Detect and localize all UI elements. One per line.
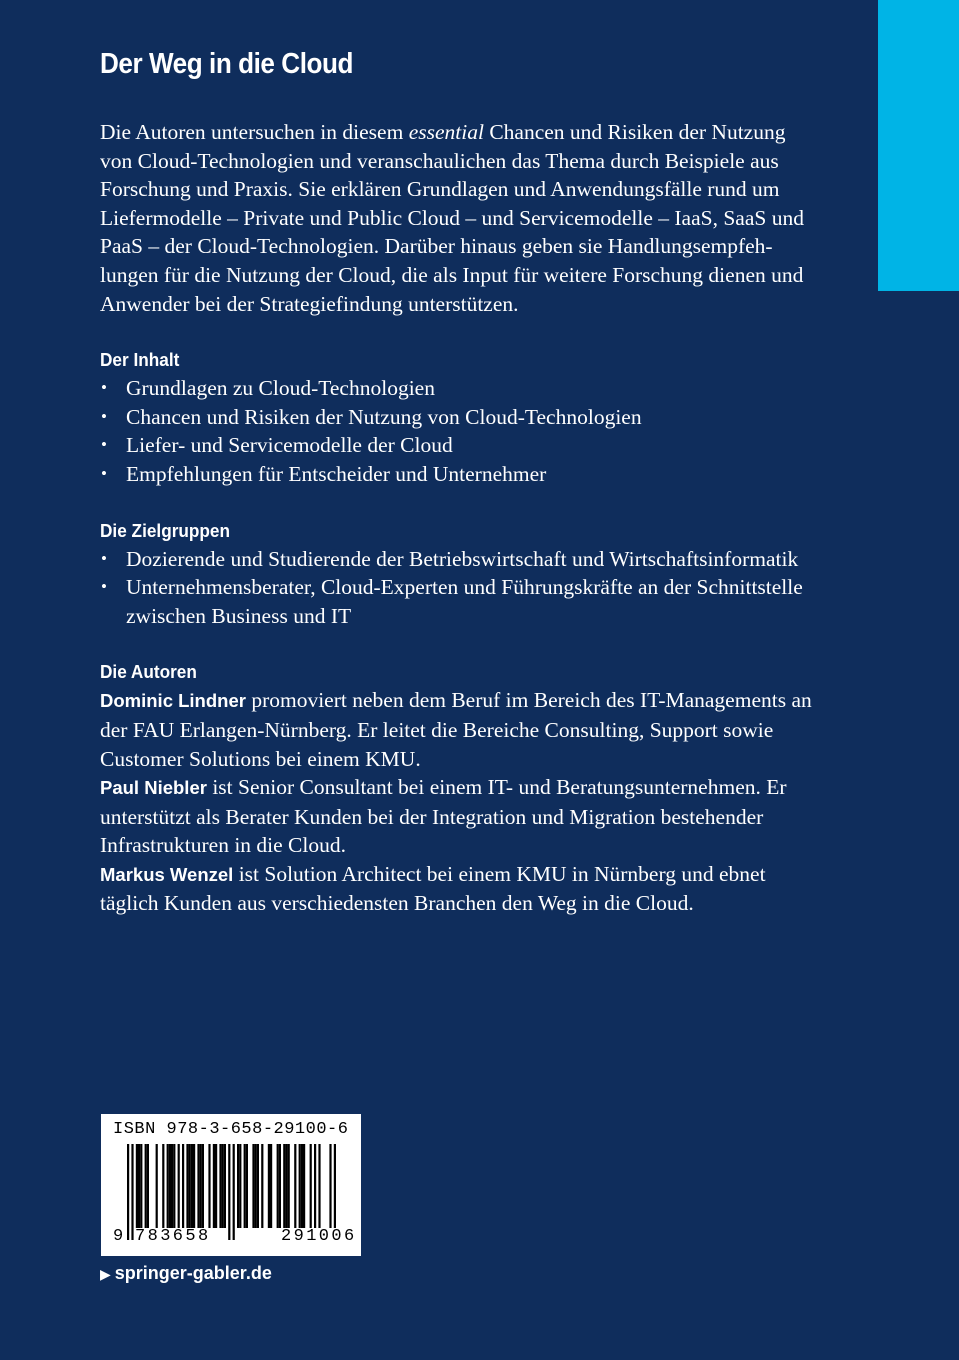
barcode-bar [224, 1144, 226, 1228]
ean-right-digits: 291006 [281, 1227, 357, 1246]
barcode-bar [173, 1144, 175, 1228]
barcode-bar [202, 1144, 204, 1228]
zielgruppen-list [100, 545, 818, 631]
barcode-bar [208, 1144, 210, 1228]
list-item: • Empfehlungen für Entscheider und Unternehmer [100, 460, 818, 489]
barcode-bar [285, 1144, 287, 1228]
book-title: Der Weg in die Cloud [100, 48, 353, 80]
barcode-bar [197, 1144, 199, 1228]
barcode-bar [283, 1144, 285, 1228]
back-cover-content [100, 44, 818, 918]
barcode-bar [288, 1144, 290, 1228]
autoren-heading: Die Autoren [100, 661, 197, 683]
barcode-bar [156, 1144, 158, 1228]
intro-part1: Die Autoren untersuchen in diesem [100, 120, 409, 144]
barcode-bar [200, 1144, 202, 1228]
arrow-right-icon: ▶ [100, 1266, 111, 1282]
barcode-bar [261, 1144, 263, 1228]
barcode-bar [270, 1144, 272, 1228]
barcode-bar [219, 1144, 221, 1228]
author-bio: promoviert neben dem Beruf im Bereich des IT-Managements an der FAU Erlangen-Nürnberg. Er leitet die Bereiche Consulting, Support sowie Customer Solutions bei einem KMU. [100, 688, 812, 771]
list-item: • Chancen und Risiken der Nutzung von Cloud-Technologien [100, 403, 818, 432]
barcode-bar [193, 1144, 195, 1228]
intro-part2: Chancen und Risiken der Nutzung von Cloud-Technologien und veranschaulichen das Thema durch Beispiele aus Forschung und Praxis. Sie erklären Grundlagen und Anwendungsfälle rund um Liefermodelle – Private und Public Cloud – und Servicemodelle – IaaS, SaaS und PaaS – der Cloud-Technologien. Darüber hinaus geben sie Handlungsempfeh-lungen für die Nutzung der Cloud, die als Input für weitere Forschung dienen und Anwender bei der Strategiefindung unterstützen. [100, 120, 804, 316]
isbn-label: ISBN 978-3-658-29100-6 [113, 1120, 349, 1139]
barcode-bar [228, 1144, 230, 1240]
list-item: • Grundlagen zu Cloud-Technologien [100, 374, 818, 403]
barcode-bar [233, 1144, 235, 1240]
barcode-bar [136, 1144, 138, 1228]
barcode-bar [186, 1144, 188, 1228]
author-bio: ist Senior Consultant bei einem IT- und Beratungsunternehmen. Er unterstützt als Berater Kunden bei der Integration und Migration bestehender Infrastrukturen in die Cloud. [100, 775, 787, 858]
author-name: Paul Niebler [100, 777, 207, 799]
barcode-bar [167, 1144, 169, 1228]
barcode-bar [310, 1144, 312, 1228]
barcode-bar [277, 1144, 279, 1228]
barcode-bar [246, 1144, 248, 1228]
barcode-bar [215, 1144, 217, 1228]
author-name: Dominic Lindner [100, 690, 246, 712]
barcode-bar [329, 1144, 331, 1240]
intro-paragraph [100, 118, 818, 318]
barcode-bar [268, 1144, 270, 1228]
barcode-bar [237, 1144, 239, 1228]
website-text: springer-gabler.de [114, 1263, 272, 1283]
ean-left-digits: 783658 [135, 1227, 211, 1246]
zielgruppen-heading: Die Zielgruppen [100, 519, 231, 541]
barcode-bar [189, 1144, 191, 1228]
isbn-barcode [101, 1114, 361, 1256]
barcode-bar [279, 1144, 281, 1228]
barcode-bar [303, 1144, 305, 1228]
barcode-bar [191, 1144, 193, 1228]
barcode-bar [131, 1144, 133, 1240]
barcode-bar [182, 1144, 184, 1228]
barcode-bar [145, 1144, 147, 1228]
author-name: Markus Wenzel [100, 863, 234, 885]
inhalt-heading: Der Inhalt [100, 349, 180, 371]
barcode-bar [301, 1144, 303, 1228]
inhalt-list [100, 374, 818, 488]
barcode-bar [318, 1144, 320, 1228]
barcode-bar [252, 1144, 254, 1228]
author-entry [100, 860, 818, 918]
barcode-bar [162, 1144, 164, 1228]
barcode-bar [239, 1144, 241, 1228]
barcode-bar [127, 1144, 129, 1240]
publisher-link[interactable] [100, 1263, 272, 1284]
list-item: • Liefer- und Servicemodelle der Cloud [100, 431, 818, 460]
barcode-bar [294, 1144, 296, 1228]
barcode-bar [255, 1144, 257, 1228]
barcode-bar [244, 1144, 246, 1228]
barcode-bar [169, 1144, 171, 1228]
barcode-bar [147, 1144, 149, 1228]
author-list [100, 686, 818, 918]
barcode-bar [171, 1144, 173, 1228]
barcode-bar [257, 1144, 259, 1228]
list-item: • Unternehmensberater, Cloud-Experten und Führungskräfte an der Schnittstelle zwischen Business und IT [100, 573, 818, 630]
barcode-bar [138, 1144, 140, 1228]
ean-first-digit: 9 [113, 1227, 124, 1246]
accent-bar [878, 0, 959, 291]
author-entry [100, 686, 818, 773]
barcode-bar [299, 1144, 301, 1228]
intro-emphasis: essential [408, 120, 484, 144]
barcode-bar [334, 1144, 336, 1240]
barcode-bar [222, 1144, 224, 1228]
barcode-bar [140, 1144, 142, 1228]
author-bio: ist Solution Architect bei einem KMU in Nürnberg und ebnet täglich Kunden aus verschiedensten Branchen den Weg in die Cloud. [100, 861, 766, 916]
list-item: • Dozierende und Studierende der Betriebswirtschaft und Wirtschaftsinformatik [100, 545, 818, 574]
barcode-bar [178, 1144, 180, 1228]
barcode-bar [314, 1144, 316, 1228]
author-entry [100, 773, 818, 860]
barcode-bar [213, 1144, 215, 1228]
